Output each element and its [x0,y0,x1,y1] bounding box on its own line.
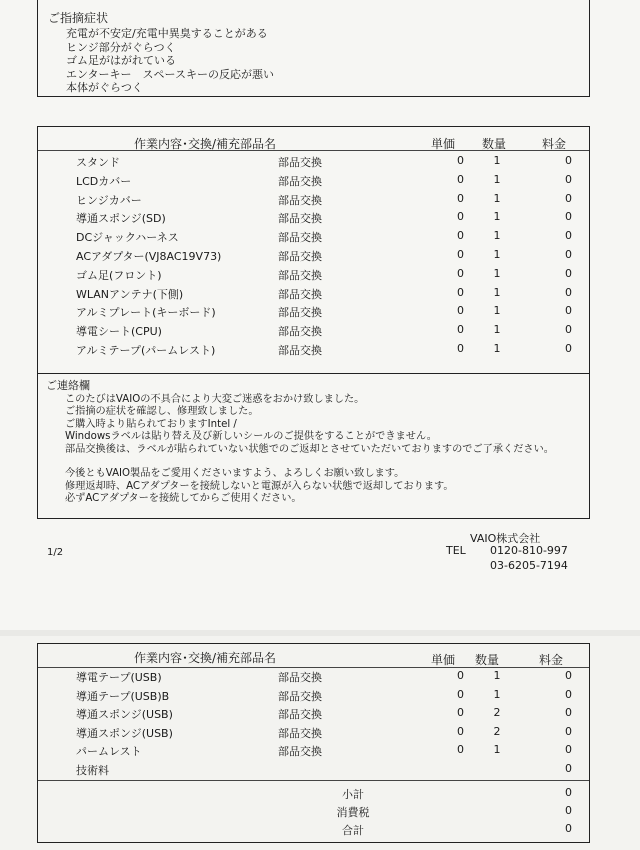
header-price: 単価 [431,137,456,151]
unit-price-cell: 0 [457,154,464,167]
table-row [38,762,589,780]
action-cell: 部品交換 [278,344,322,357]
unit-price-cell: 0 [457,229,464,243]
totals-value: 0 [565,804,572,817]
contact-text [65,394,554,506]
fee-cell: 0 [565,304,572,318]
parts-table-1 [37,126,590,374]
table-row [38,323,589,341]
part-name-cell: 導通テープ(USB)B [76,689,170,703]
contact-line: このたびはVAIOの不具合により大変ご迷惑をおかけ致しました。 [65,394,365,405]
symptom-item: 本体がぐらつく [66,81,143,94]
table-row [38,154,589,172]
page-number: 1/2 [47,547,64,558]
action-cell: 部品交換 [278,231,322,245]
fee-cell: 0 [565,172,572,186]
contact-line: ご購入時より貼られておりますIntel / [65,418,237,430]
contact-line: Windowsラベルは貼り替え及び新しいシールのご提供をすることができません。 [65,431,437,443]
fee-cell: 0 [565,266,572,280]
unit-price-cell: 0 [457,191,464,205]
fee-cell: 0 [565,743,572,757]
header-name: 作業内容･交換/補充部品名 [134,137,277,151]
part-name-cell: ヒンジカバー [76,193,142,207]
table-row [38,688,589,706]
unit-price-cell: 0 [457,266,464,280]
totals-label: 消費税 [336,806,370,819]
unit-price-cell: 0 [457,687,464,701]
action-cell: 部品交換 [278,212,322,226]
header-divider [38,150,589,151]
totals-value: 0 [565,822,572,835]
action-cell: 部品交換 [278,156,322,169]
table-row [38,267,589,285]
part-name-cell: パームレスト [76,745,142,759]
unit-price-cell: 0 [457,323,464,337]
quantity-cell: 1 [493,191,501,205]
tel-number-2: 03-6205-7194 [490,559,568,572]
symptoms-title: ご指摘症状 [48,11,109,25]
table-row [38,173,589,191]
quantity-cell: 1 [493,304,501,318]
fee-cell: 0 [565,323,572,337]
action-cell: 部品交換 [278,287,322,301]
fee-cell: 0 [565,669,572,682]
action-cell: 部品交換 [278,193,322,207]
fee-cell: 0 [565,285,572,299]
part-name-cell: LCDカバー [76,174,132,188]
header-qty: 数量 [475,653,500,667]
symptom-item: ゴム足がはがれている [66,54,176,67]
fee-cell: 0 [565,342,572,355]
table-row [38,210,589,228]
table-row [38,286,589,304]
part-name-cell: DCジャックハーネス [76,231,179,245]
unit-price-cell: 0 [457,706,464,720]
table-row [38,743,589,761]
action-cell: 部品交換 [278,726,322,740]
unit-price-cell: 0 [457,285,464,299]
part-name-cell: スタンド [76,156,120,169]
header-name: 作業内容･交換/補充部品名 [134,651,277,665]
unit-price-cell: 0 [457,172,464,186]
fee-cell: 0 [565,210,572,224]
totals-row [38,804,589,822]
part-name-cell: ゴム足(フロント) [76,268,162,282]
quantity-cell: 1 [493,154,501,167]
unit-price-cell: 0 [457,304,464,318]
action-cell: 部品交換 [278,306,322,320]
contact-line [65,456,554,468]
part-name-cell: 導通スポンジ(SD) [76,212,166,226]
contact-line: 今後ともVAIO製品をご愛用くださいますよう、よろしくお願い致します。 [65,468,405,480]
symptoms-list [66,27,274,95]
quantity-cell: 1 [493,687,501,701]
table-row [38,669,589,687]
part-name-cell: 導電テープ(USB) [76,671,162,684]
part-name-cell: ACアダプター(VJ8AC19V73) [76,250,222,263]
symptom-item: 充電が不安定/充電中異臭することがある [66,27,268,40]
part-name-cell: 導通スポンジ(USB) [76,708,173,722]
part-name-cell: 導通スポンジ(USB) [76,726,173,740]
contact-title: ご連絡欄 [46,379,90,392]
totals-divider [38,780,589,781]
table-row [38,192,589,210]
totals-label: 合計 [342,824,364,837]
fee-cell: 0 [565,248,572,261]
fee-cell: 0 [565,154,572,167]
fee-cell: 0 [565,229,572,243]
quantity-cell: 1 [493,285,501,299]
contact-line: 必ずACアダプターを接続してからご使用ください。 [65,493,302,505]
header-fee: 料金 [542,137,567,151]
action-cell: 部品交換 [278,745,322,759]
quantity-cell: 2 [493,724,501,738]
table-row [38,248,589,266]
unit-price-cell: 0 [457,669,464,682]
quantity-cell: 1 [493,210,501,224]
header-qty: 数量 [482,137,507,151]
quantity-cell: 1 [493,743,501,757]
totals-value: 0 [565,786,572,799]
contact-box [37,373,590,519]
quantity-cell: 1 [493,323,501,337]
table-header [38,127,589,151]
header-fee: 料金 [539,653,564,667]
part-name-cell: アルミテープ(パームレスト) [76,344,216,357]
parts-table-2 [37,643,590,843]
action-cell: 部品交換 [278,671,322,684]
quantity-cell: 1 [493,669,501,682]
table-row [38,342,589,360]
quantity-cell: 2 [493,706,501,720]
quantity-cell: 1 [493,266,501,280]
table-row [38,304,589,322]
fee-cell: 0 [565,724,572,738]
action-cell: 部品交換 [278,325,322,339]
tel-number-1: 0120-810-997 [490,544,568,557]
header-divider [38,667,589,668]
symptom-item: ヒンジ部分がぐらつく [66,40,176,54]
unit-price-cell: 0 [457,743,464,757]
table-row [38,229,589,247]
quantity-cell: 1 [493,229,501,243]
fee-cell: 0 [565,706,572,720]
contact-line: 修理返却時、ACアダプターを接続しないと電源が入らない状態で返却しております。 [65,480,454,492]
part-name-cell: 技術料 [76,764,109,777]
symptoms-box [37,0,590,97]
contact-line: 部品交換後は、ラベルが貼られていない状態でのご返却とさせていただいておりますのでご了承ください。 [65,443,554,455]
part-name-cell: 導電シート(CPU) [76,325,162,339]
unit-price-cell: 0 [457,342,464,355]
table-row [38,725,589,743]
totals-row [38,822,589,840]
table-header [38,644,589,668]
quantity-cell: 1 [493,342,501,355]
totals-label: 小計 [342,788,364,801]
table-row [38,706,589,724]
totals-row [38,786,589,804]
company-name: VAIO株式会社 [470,532,541,545]
action-cell: 部品交換 [278,250,322,263]
quantity-cell: 1 [493,248,501,261]
contact-line: ご指摘の症状を確認し、修理致しました。 [65,406,259,418]
fee-cell: 0 [565,191,572,205]
fee-cell: 0 [565,687,572,701]
action-cell: 部品交換 [278,708,322,722]
unit-price-cell: 0 [457,724,464,738]
part-name-cell: アルミプレート(キーボード) [76,306,216,320]
action-cell: 部品交換 [278,268,322,282]
action-cell: 部品交換 [278,174,322,188]
tel-label: TEL [446,544,466,557]
unit-price-cell: 0 [457,248,464,261]
header-price: 単価 [431,653,456,667]
fee-cell: 0 [565,762,572,775]
action-cell: 部品交換 [278,689,322,703]
part-name-cell: WLANアンテナ(下側) [76,287,184,301]
unit-price-cell: 0 [457,210,464,224]
quantity-cell: 1 [493,172,501,186]
symptom-item: エンターキー スペースキーの反応が悪い [66,67,275,81]
